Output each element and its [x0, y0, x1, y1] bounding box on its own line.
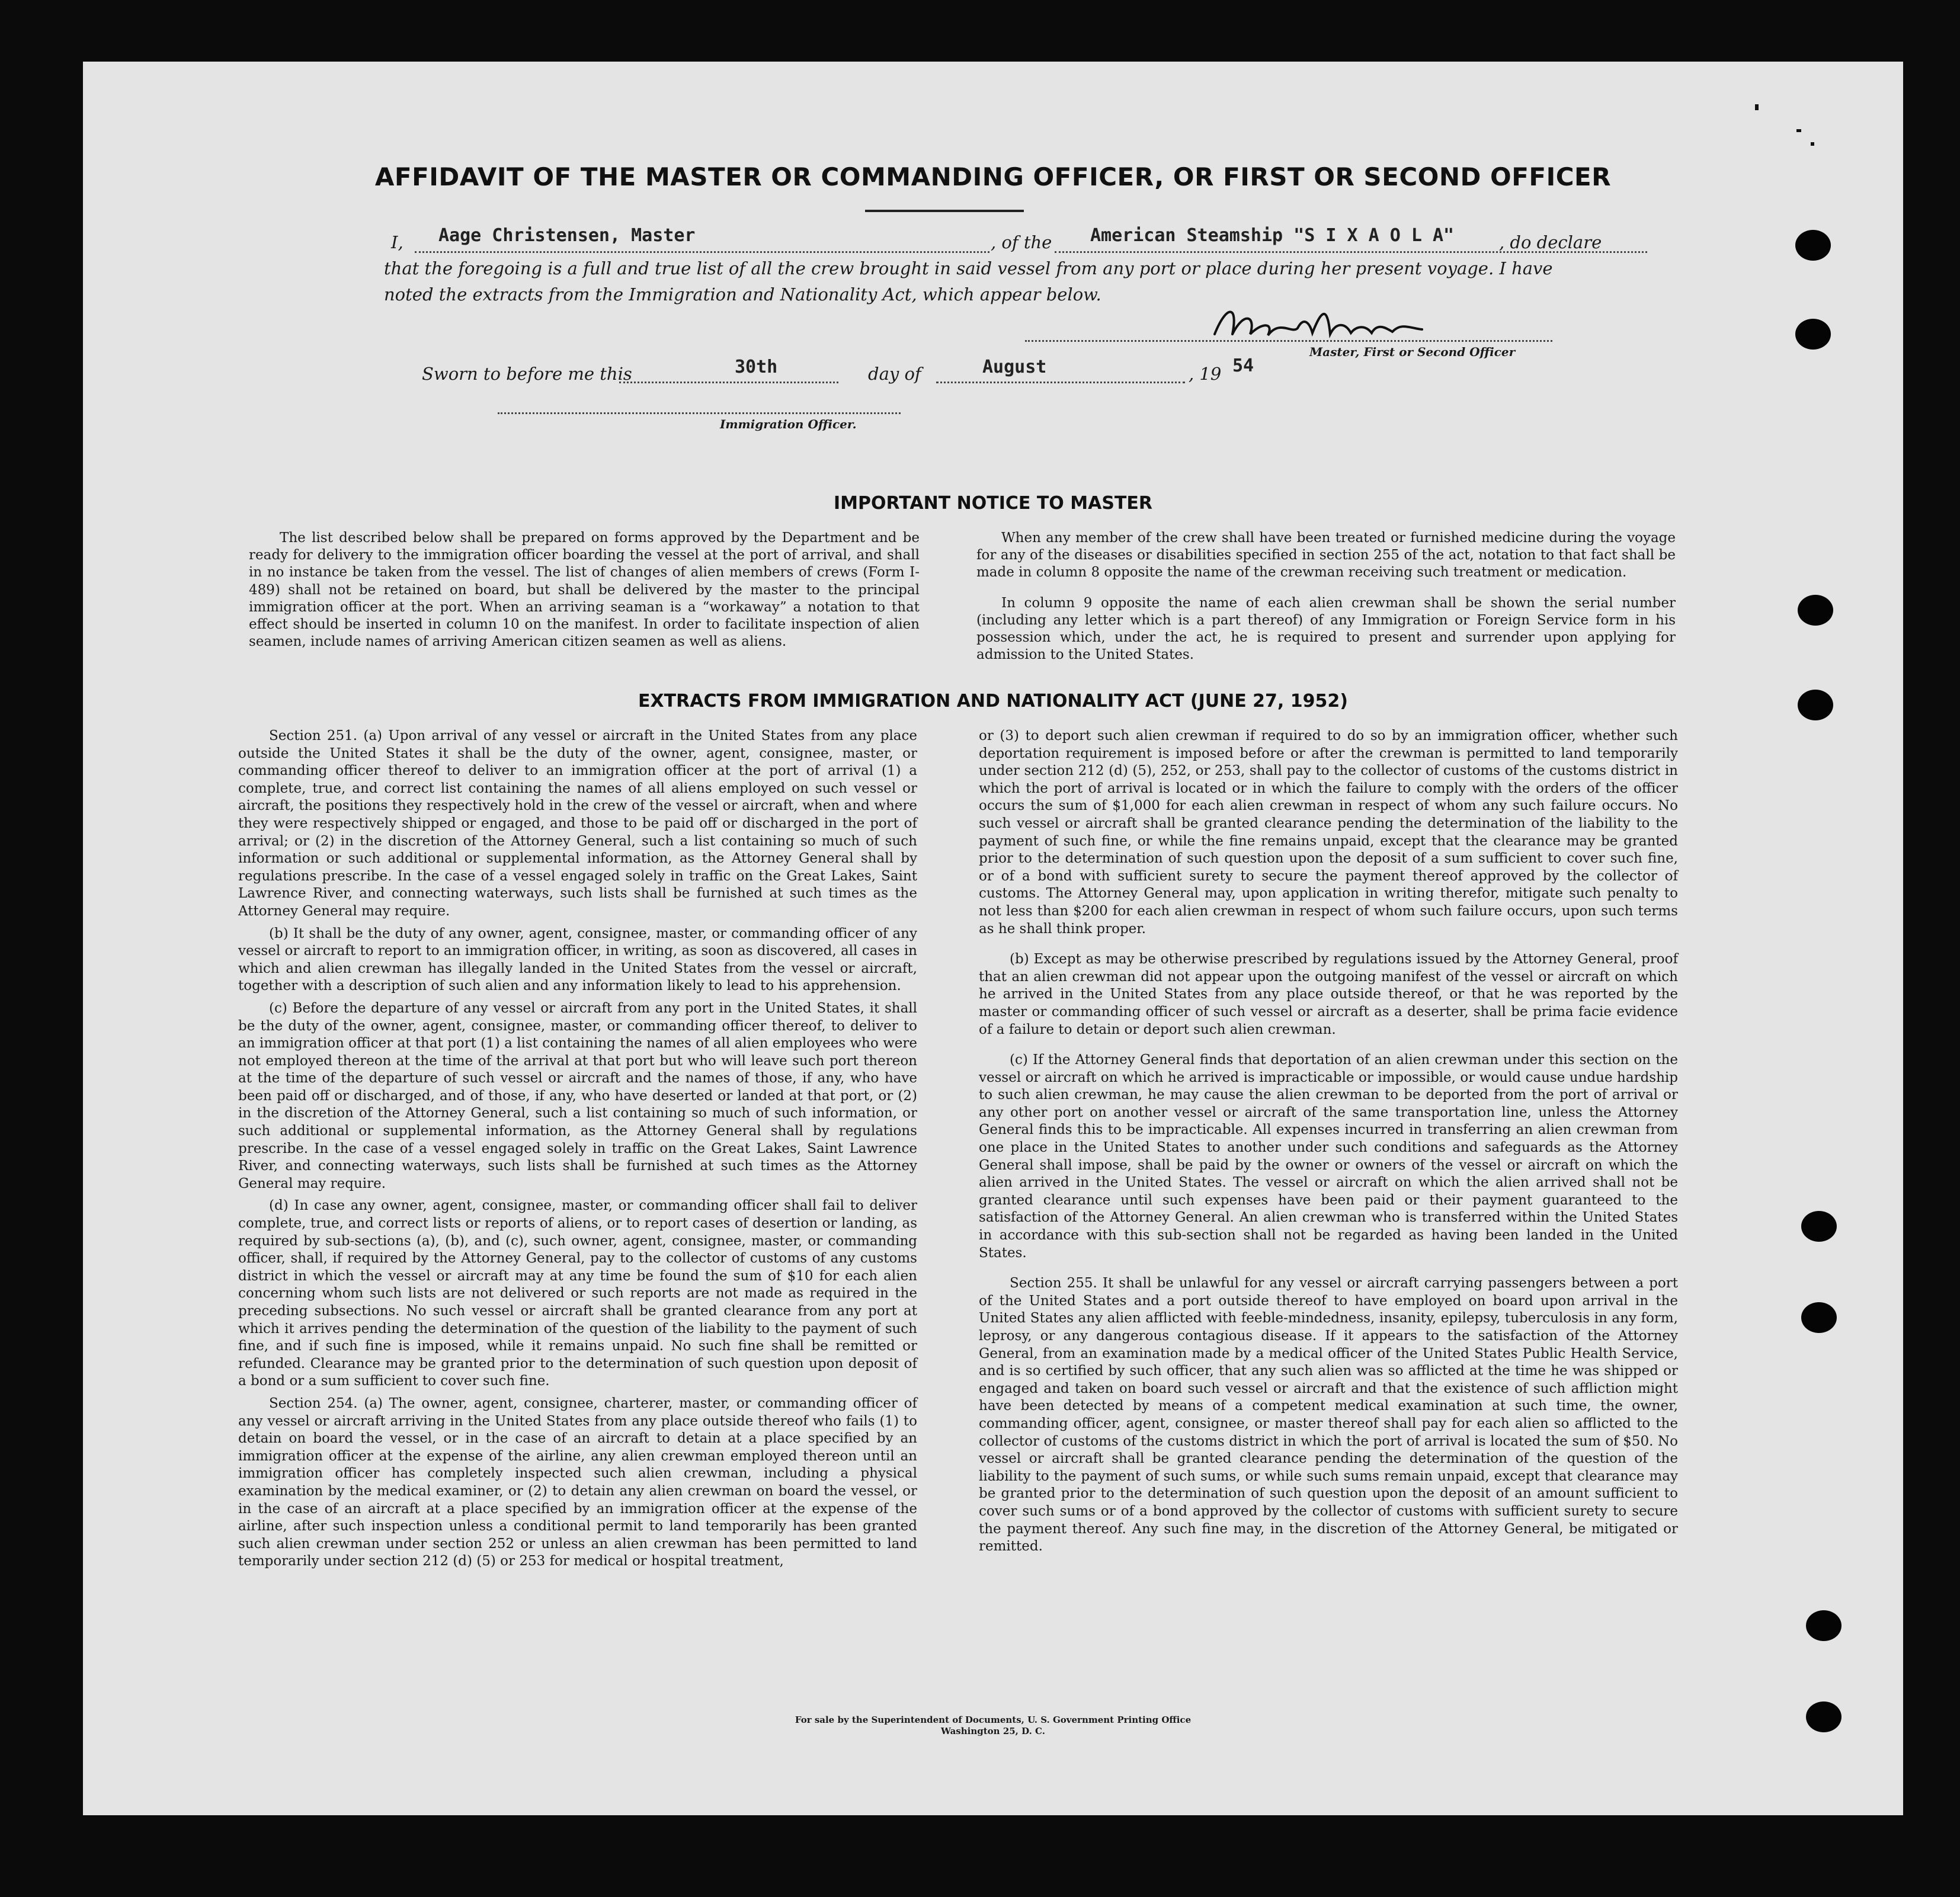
binder-hole: [1801, 1302, 1837, 1333]
master-signature: [1209, 299, 1434, 346]
section-254a: Section 254. (a) The owner, agent, consignee, charterer, master, or commanding officer of any vessel or aircraft arriving in the United States from any place outside thereof who fails (1) to detain on board the vessel, or in the case of an aircraft to detain at a place specified by an immigration officer at the expense of the airline, any alien crewman employed thereon until an immigration officer has completely inspected such alien crewman, including a physical examination by the medical examiner, or (2) to detain any alien crewman on board the vessel, or in the case of an aircraft at a place specified by an immigration officer at the expense of the airline, after such inspection unless a conditional permit to land temporarily has been granted such alien crewman under section 252 or unless an alien crewman has been permitted to land temporarily under section 212 (d) (5) or 253 for medical or hospital treatment,: [238, 1395, 917, 1569]
section-251a: Section 251. (a) Upon arrival of any vessel or aircraft in the United States from any place outside the United States it shall be the duty of the owner, agent, consignee, master, or commanding officer thereof to deliver to an immigration officer at the port of arrival (1) a complete, true, and correct list containing the names of all aliens employed on such vessel or aircraft, the positions they respectively hold in the crew of the vessel or aircraft, when and where they were respectively shipped or engaged, and those to be paid off or discharged in the port of arrival; or (2) in the discretion of the Attorney General, such a list containing so much of such information or such additional or supplemental information, as the Attorney General shall by regulations prescribe. In the case of a vessel engaged solely in traffic on the Great Lakes, Saint Lawrence River, and connecting waterways, such lists shall be furnished at such times as the Attorney General may require.: [238, 728, 917, 919]
paper-speck: [1755, 104, 1759, 110]
do-declare-label: , do declare: [1499, 232, 1602, 252]
important-notice-heading: IMPORTANT NOTICE TO MASTER: [834, 493, 1152, 514]
binder-hole: [1795, 230, 1831, 261]
affidavit-form-page: [83, 62, 1903, 1815]
year-prefix: , 19: [1189, 364, 1222, 384]
i-label: I,: [391, 232, 403, 252]
section-254a-continued: or (3) to deport such alien crewman if required to do so by an immigration officer, whether such deportation requirement is imposed before or after the crewman is permitted to land temporarily under section 212 (d) (5), 252, or 253, shall pay to the collector of customs of the customs district in which the port of arrival is located or in which the failure to comply with the orders of the officer occurs the sum of $1,000 for each alien crewman in respect of whom any such failure occurs. No such vessel or aircraft shall be granted clearance pending the determination of the liability to the payment of such fine, or while the fine remains unpaid, except that the clearance may be granted prior to the determination of such question upon the deposit of a sum sufficient to cover such fine, or of a bond with sufficient surety to secure the payment thereof approved by the collector of customs. The Attorney General may, upon application in writing therefor, mitigate such penalty to not less than $200 for each alien crewman in respect of whom such failure occurs, upon such terms as he shall think proper.: [979, 728, 1678, 937]
sworn-label: Sworn to before me this: [422, 364, 632, 384]
binder-hole: [1798, 595, 1833, 626]
section-251c: (c) Before the departure of any vessel or aircraft from any port in the United States, it shall be the duty of the owner, agent, consignee, master, or commanding officer thereof, to deliver to an immigration officer at that port (1) a list containing the names of all alien employees who were not employed thereon at the time of the arrival at that port but who will leave such port thereon at the time of the departure of such vessel or aircraft and the names of those, if any, who have been paid off or discharged, and of those, if any, who have deserted or landed at that port, or (2) in the discretion of the Attorney General, such a list containing so much of such information, or such additional or supplemental information, as the Attorney General shall by regulations prescribe. In the case of a vessel engaged solely in traffic on the Great Lakes, Saint Lawrence River, and connecting waterways, such lists shall be furnished at such times as the Attorney General may require.: [238, 1000, 917, 1191]
signature-caption: Master, First or Second Officer: [1309, 345, 1516, 359]
footer-line-2: Washington 25, D. C.: [941, 1726, 1045, 1736]
binder-hole: [1801, 1211, 1837, 1242]
printing-office-footer: [83, 1715, 1903, 1737]
sworn-day-line: [619, 382, 838, 383]
declarant-name-line: [415, 251, 989, 253]
notice-left-column: [249, 530, 920, 655]
notice-paragraph: In column 9 opposite the name of each alien crewman shall be shown the serial number (including any letter which is a part thereof) of any Immigration or Foreign Service form in his possession which, under the act, he is required to present and surrender upon applying for admission to the United States.: [976, 595, 1676, 663]
footer-line-1: For sale by the Superintendent of Documents, U. S. Government Printing Office: [795, 1715, 1192, 1725]
binder-hole: [1798, 690, 1833, 720]
binder-hole: [1806, 1610, 1841, 1641]
sworn-year-field[interactable]: 54: [1232, 355, 1254, 376]
extracts-left-column: [238, 728, 917, 1575]
declaration-line-2: noted the extracts from the Immigration and Nationality Act, which appear below.: [384, 284, 1101, 305]
section-254c: (c) If the Attorney General finds that deportation of an alien crewman under this section on the vessel or aircraft on which he arrived is impracticable or impossible, or would cause undue hardship to such alien crewman, he may cause the alien crewman to be deported from the port of arrival or any other port on another vessel or aircraft of the same transportation line, unless the Attorney General finds this to be impracticable. All expenses incurred in transferring an alien crewman from one place in the United States to another under such conditions and safeguards as the Attorney General shall impose, shall be paid by the owner or owners of the vessel or aircraft on which the alien arrived in the United States. The vessel or aircraft on which the alien arrived shall not be granted clearance until such expenses have been paid or their payment guaranteed to the satisfaction of the Attorney General. An alien crewman who is transferred within the United States in accordance with this sub-section shall not be regarded as having been landed in the United States.: [979, 1052, 1678, 1261]
immigration-officer-line: [498, 412, 901, 414]
extracts-right-column: [979, 728, 1678, 1560]
section-254b: (b) Except as may be otherwise prescribed by regulations issued by the Attorney General, proof that an alien crewman did not appear upon the outgoing manifest of the vessel or aircraft on which he arrived in the United States from any place outside thereof, or that he was reported by the master or commanding officer of such vessel or aircraft as a deserter, shall be prima facie evidence of a failure to detain or deport such alien crewman.: [979, 951, 1678, 1037]
extracts-heading: EXTRACTS FROM IMMIGRATION AND NATIONALITY ACT (JUNE 27, 1952): [638, 691, 1348, 712]
section-251b: (b) It shall be the duty of any owner, agent, consignee, master, or commanding officer of any vessel or aircraft to report to an immigration officer, in writing, as soon as discovered, all cases in which and alien crewman has illegally landed in the United States from the vessel or aircraft, together with a description of such alien and any information likely to lead to his apprehension.: [238, 925, 917, 994]
of-the-label: , of the: [991, 232, 1052, 252]
binder-hole: [1806, 1701, 1841, 1732]
declarant-name-field[interactable]: Aage Christensen, Master: [438, 225, 696, 246]
notice-paragraph: The list described below shall be prepared on forms approved by the Department and be ready for delivery to the immigration officer boarding the vessel at the port of arrival, and shall in no instance be taken from the vessel. The list of changes of alien members of crews (Form I-489) shall not be retained on board, but shall be delivered by the master to the principal immigration officer at the port. When an arriving seaman is a “workaway” a notation to that effect should be inserted in column 10 on the manifest. In order to facilitate inspection of alien seamen, include names of arriving American citizen seamen as well as aliens.: [249, 530, 920, 650]
vessel-field[interactable]: American Steamship "S I X A O L A": [1090, 225, 1455, 246]
sworn-day-field[interactable]: 30th: [735, 357, 778, 377]
paper-speck: [1796, 129, 1801, 132]
title-underline: [865, 210, 1024, 212]
notice-right-column: [976, 530, 1676, 668]
sworn-month-field[interactable]: August: [982, 357, 1047, 377]
notice-paragraph: When any member of the crew shall have been treated or furnished medicine during the voyage for any of the diseases or disabilities specified in section 255 of the act, notation to that fact shall be made in column 8 opposite the name of the crewman receiving such treatment or medication.: [976, 530, 1676, 581]
binder-hole: [1795, 319, 1831, 350]
section-251d: (d) In case any owner, agent, consignee, master, or commanding officer shall fail to deliver complete, true, and correct lists or reports of aliens, or to report cases of desertion or landing, as required by sub-sections (a), (b), and (c), such owner, agent, consignee, master, or commanding officer, shall, if required by the Attorney General, pay to the collector of customs of any customs district in which the vessel or aircraft may at any time be found the sum of $10 for each alien concerning whom such lists are not delivered or such reports are not made as required in the preceding subsections. No such vessel or aircraft shall be granted clearance from any port at which it arrives pending the determination of the question of the liability to the payment of such fine, and if such fine is imposed, while it remains unpaid. No such fine shall be remitted or refunded. Clearance may be granted prior to the determination of such question upon deposit of a bond or a sum sufficient to cover such fine.: [238, 1198, 917, 1389]
form-title: AFFIDAVIT OF THE MASTER OR COMMANDING OFFICER, OR FIRST OR SECOND OFFICER: [374, 162, 1612, 191]
sworn-month-line: [936, 382, 1185, 383]
day-of-label: day of: [868, 364, 921, 384]
immigration-officer-caption: Immigration Officer.: [720, 417, 857, 431]
declaration-line-1: that the foregoing is a full and true list of all the crew brought in said vessel from any port or place during her present voyage. I have: [384, 258, 1553, 278]
paper-speck: [1811, 142, 1814, 146]
section-255: Section 255. It shall be unlawful for any vessel or aircraft carrying passengers between a port of the United States and a port outside thereof to have employed on board upon arrival in the United States any alien afflicted with feeble-mindedness, insanity, epilepsy, tuberculosis in any form, leprosy, or any dangerous contagious disease. If it appears to the satisfaction of the Attorney General, from an examination made by a medical officer of the United States Public Health Service, and is so certified by such officer, that any such alien was so afflicted at the time he was shipped or engaged and taken on board such vessel or aircraft and that the existence of such affliction might have been detected by means of a competent medical examination at such time, the owner, commanding officer, agent, consignee, or master thereof shall pay for each alien so afflicted to the collector of customs of the customs district in which the port of arrival is located the sum of $50. No vessel or aircraft shall be granted clearance pending the determination of the question of the liability to the payment of such sums, or while such sums remain unpaid, except that clearance may be granted prior to the determination of such question upon the deposit of an amount sufficient to cover such sums or of a bond approved by the collector of customs with sufficient surety to secure the payment thereof. Any such fine may, in the discretion of the Attorney General, be mitigated or remitted.: [979, 1276, 1678, 1555]
